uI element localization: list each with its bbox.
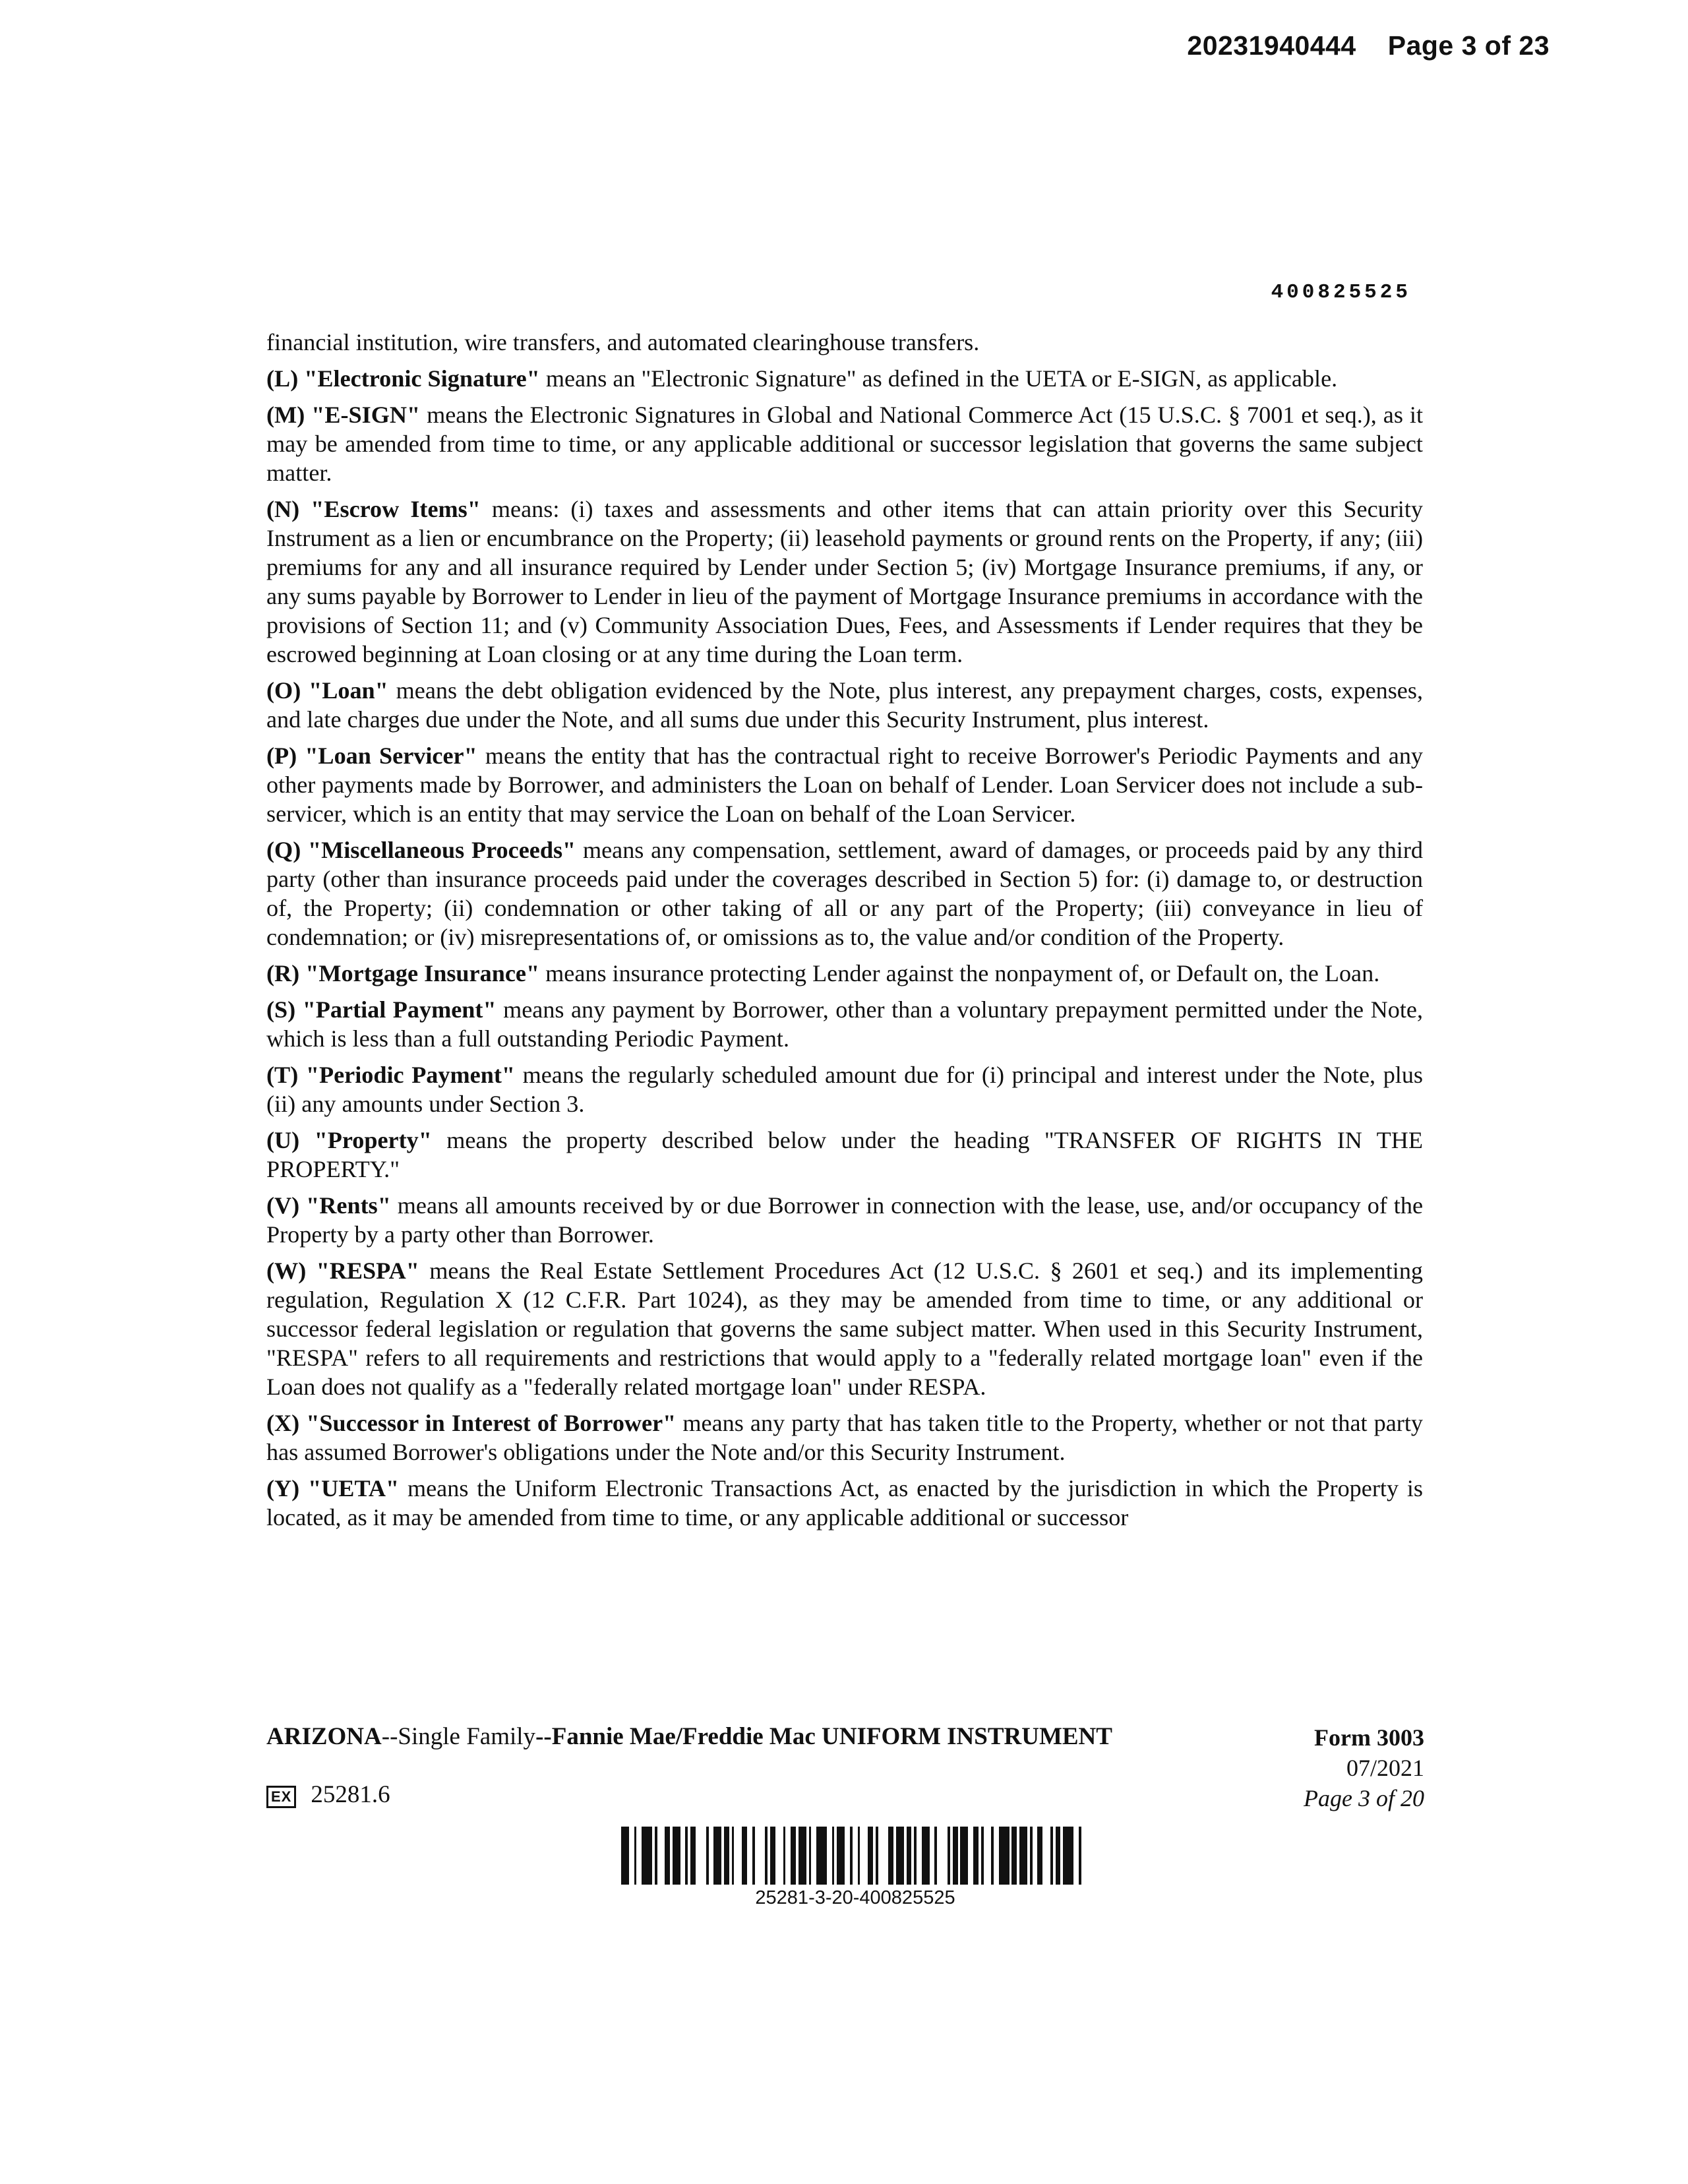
definition-term: "Periodic Payment"	[305, 1062, 515, 1088]
barcode-bar	[1056, 1827, 1061, 1885]
definition-paragraph	[266, 495, 1423, 669]
barcode-bar	[696, 1827, 706, 1885]
definition-text: means any payment by Borrower, other than a voluntary prepayment permitted under the Note, which is less than a full outstanding Periodic Payment.	[266, 996, 1423, 1052]
barcode-bar	[621, 1827, 629, 1885]
barcode-bar	[1073, 1827, 1079, 1885]
form-code: 25281.6	[311, 1781, 390, 1808]
definitions-body	[266, 328, 1423, 1539]
definition-paragraph	[266, 1409, 1423, 1467]
definition-label: (V)	[266, 1192, 300, 1219]
barcode-bar	[742, 1827, 747, 1885]
definition-paragraph	[266, 400, 1423, 487]
barcode-bar	[968, 1827, 973, 1885]
barcode-text: 25281-3-20-400825525	[755, 1887, 955, 1908]
barcode-bar	[1081, 1827, 1089, 1885]
definition-paragraph	[266, 959, 1423, 988]
definition-label: (Q)	[266, 837, 301, 863]
barcode-bar	[953, 1827, 958, 1885]
barcode-bar	[665, 1827, 670, 1885]
barcode-bar	[845, 1827, 850, 1885]
footer-family: Single Family	[398, 1723, 536, 1750]
definition-term: "Partial Payment"	[302, 996, 497, 1023]
barcode-bar	[657, 1827, 665, 1885]
definition-text: means the debt obligation evidenced by the Note, plus interest, any prepayment charges, costs, expenses, and late charges due under the Note, and all sums due under this Security Instrument, plus interest.	[266, 677, 1423, 733]
definition-paragraph	[266, 328, 1423, 357]
barcode-bar	[853, 1827, 858, 1885]
definition-paragraph	[266, 1191, 1423, 1249]
definition-label: (T)	[266, 1062, 299, 1088]
barcode-bar	[837, 1827, 845, 1885]
definition-text: means all amounts received by or due Borrower in connection with the lease, use, and/or occupancy of the Property by a party other than Borrower.	[266, 1192, 1423, 1248]
ex-logo-icon: EX	[266, 1786, 296, 1808]
barcode-bar	[984, 1827, 992, 1885]
definition-text: means the Real Estate Settlement Procedures Act (12 U.S.C. § 2601 et seq.) and its implementing regulation, Regulation X (12 C.F.R. Part 1024), as they may be amended from time to time, or any additional or successor federal legislation or regulation that governs the same subject matter. When used in this Security Instrument, "RESPA" refers to all requirements and restrictions that would apply to a "federally related mortgage loan" even if the Loan does not qualify as a "federally related mortgage loan" under RESPA.	[266, 1258, 1424, 1400]
barcode-bar	[755, 1827, 766, 1885]
definition-text: means an "Electronic Signature" as defined in the UETA or E-SIGN, as applicable.	[545, 365, 1338, 392]
form-page: Page 3 of 20	[1304, 1785, 1424, 1811]
barcode-bar	[629, 1827, 634, 1885]
definition-term: "UETA"	[308, 1475, 400, 1502]
definition-text: means insurance protecting Lender against the nonpayment of, or Default on, the Loan.	[545, 960, 1380, 986]
definition-label: (M)	[266, 402, 305, 428]
barcode-bar	[680, 1827, 686, 1885]
barcode-bar	[937, 1827, 948, 1885]
form-number: Form 3003	[1314, 1724, 1424, 1751]
definition-text: means the entity that has the contractual right to receive Borrower's Periodic Payments and any other payments made by Borrower, and administers the Loan on behalf of Lender. Loan Servicer does not include a sub-servicer, which is an entity that may service the Loan on behalf of the Loan Servicer.	[266, 743, 1424, 827]
definition-label: (Y)	[266, 1475, 300, 1502]
definition-label: (N)	[266, 496, 300, 522]
barcode-bar	[747, 1827, 752, 1885]
footer-form-info	[1304, 1722, 1424, 1813]
barcode-bar	[888, 1827, 893, 1885]
barcode-bar	[1037, 1827, 1042, 1885]
definition-term: "Loan"	[309, 677, 388, 704]
barcode-bar	[713, 1827, 721, 1885]
definition-label: (L)	[266, 365, 299, 392]
form-date: 07/2021	[1346, 1755, 1424, 1781]
barcode-bar	[960, 1827, 968, 1885]
barcode-bar	[1063, 1827, 1073, 1885]
definition-text: financial institution, wire transfers, and automated clearinghouse transfers.	[266, 329, 980, 355]
barcode-bar	[1042, 1827, 1050, 1885]
loan-number: 400825525	[1271, 281, 1411, 304]
definition-paragraph	[266, 835, 1423, 952]
definition-paragraph	[266, 1060, 1423, 1118]
barcode-bar	[734, 1827, 742, 1885]
footer-state: ARIZONA	[266, 1723, 382, 1750]
definition-label: (S)	[266, 996, 296, 1023]
barcode-bar	[827, 1827, 832, 1885]
definition-term: "Property"	[314, 1127, 432, 1153]
barcode-bar	[709, 1827, 714, 1885]
page-counter: Page 3 of 23	[1387, 30, 1550, 61]
barcode-bar	[994, 1827, 999, 1885]
definition-term: "Rents"	[306, 1192, 391, 1219]
barcode-bar	[642, 1827, 652, 1885]
definition-label: (O)	[266, 677, 301, 704]
barcode-bar	[922, 1827, 930, 1885]
barcode-bar	[724, 1827, 729, 1885]
definition-label: (P)	[266, 743, 297, 769]
definition-term: "Electronic Signature"	[304, 365, 540, 392]
barcode-bar	[973, 1827, 979, 1885]
definition-paragraph	[266, 1474, 1423, 1532]
barcode-bar	[690, 1827, 696, 1885]
definition-text: means the regularly scheduled amount due for (i) principal and interest under the Note, plus (ii) any amounts under Section 3.	[266, 1062, 1424, 1117]
barcode-bar	[799, 1827, 806, 1885]
barcode-bar	[917, 1827, 922, 1885]
definition-text: means the Uniform Electronic Transactions Act, as enacted by the jurisdiction in which the Property is located, as it may be amended from time to time, or any applicable additional or successor	[266, 1475, 1423, 1531]
barcode-bar	[860, 1827, 868, 1885]
definition-label: (X)	[266, 1410, 300, 1436]
document-number: 20231940444	[1187, 30, 1356, 61]
barcode-bar	[785, 1827, 791, 1885]
definition-term: "Mortgage Insurance"	[305, 960, 540, 986]
definition-term: "Successor in Interest of Borrower"	[306, 1410, 677, 1436]
definition-label: (U)	[266, 1127, 300, 1153]
definition-label: (R)	[266, 960, 300, 986]
barcode-bar	[878, 1827, 889, 1885]
footer-instrument: Fannie Mae/Freddie Mac UNIFORM INSTRUMENT	[551, 1723, 1112, 1750]
definition-text: means the property described below under the heading "TRANSFER OF RIGHTS IN THE PROPERTY."	[266, 1127, 1423, 1182]
definition-term: "Loan Servicer"	[305, 743, 477, 769]
footer-instrument-title: ARIZONA--Single Family--Fannie Mae/Freddie Mac UNIFORM INSTRUMENT	[266, 1723, 1112, 1750]
definition-paragraph	[266, 995, 1423, 1053]
definition-text: means: (i) taxes and assessments and other items that can attain priority over this Security Instrument as a lien or encumbrance on the Property; (ii) leasehold payments or ground rents on the Property, if any; (iii) premiums for any and all insurance required by Lender under Section 5; (iv) Mortgage Insurance premiums, if any, or any sums payable by Borrower to Lender in lieu of the payment of Mortgage Insurance premiums in accordance with the provisions of Section 11; and (v) Community Association Dues, Fees, and Assessments if Lender requires that they be escrowed beginning at Loan closing or at any time during the Loan term.	[266, 496, 1424, 667]
barcode-bar	[930, 1827, 935, 1885]
barcode-bar	[791, 1827, 796, 1885]
definition-term: "RESPA"	[316, 1258, 419, 1284]
barcode-bar	[811, 1827, 816, 1885]
barcode-bar	[1033, 1827, 1038, 1885]
barcode-bar	[636, 1827, 642, 1885]
definition-paragraph	[266, 1256, 1423, 1401]
barcode-bar	[816, 1827, 827, 1885]
barcode-bar	[999, 1827, 1010, 1885]
barcode-bar	[1011, 1827, 1017, 1885]
definition-paragraph	[266, 1126, 1423, 1184]
definition-text: means any party that has taken title to the Property, whether or not that party has assumed Borrower's obligations under the Note and/or this Security Instrument.	[266, 1410, 1424, 1465]
barcode-bar	[770, 1827, 775, 1885]
barcode-bar	[868, 1827, 873, 1885]
definition-paragraph	[266, 364, 1423, 393]
barcode	[621, 1827, 1089, 1885]
definition-term: "Miscellaneous Proceeds"	[308, 837, 576, 863]
definition-term: "E-SIGN"	[311, 402, 421, 428]
definition-paragraph	[266, 676, 1423, 734]
definition-label: (W)	[266, 1258, 307, 1284]
barcode-bar	[1019, 1827, 1027, 1885]
barcode-bar	[775, 1827, 783, 1885]
page-header	[1187, 30, 1550, 61]
definition-paragraph	[266, 741, 1423, 828]
barcode-bar	[673, 1827, 680, 1885]
definition-text: means the Electronic Signatures in Global and National Commerce Act (15 U.S.C. § 7001 et seq.), as it may be amended from time to time, or any applicable additional or successor legislation that governs the same subject matter.	[266, 402, 1424, 486]
definition-term: "Escrow Items"	[311, 496, 481, 522]
barcode-bar	[907, 1827, 912, 1885]
barcode-bar	[896, 1827, 904, 1885]
form-code-line	[266, 1780, 390, 1809]
definition-text: means any compensation, settlement, award of damages, or proceeds paid by any third party (other than insurance proceeds paid under the coverages described in Section 5) for: (i) damage to, or destruction of, the Property; (ii) condemnation or other taking of all or any part of the Property; (iii) conveyance in lieu of condemnation; or (iv) misrepresentations of, or omissions as to, the value and/or condition of the Property.	[266, 837, 1423, 950]
